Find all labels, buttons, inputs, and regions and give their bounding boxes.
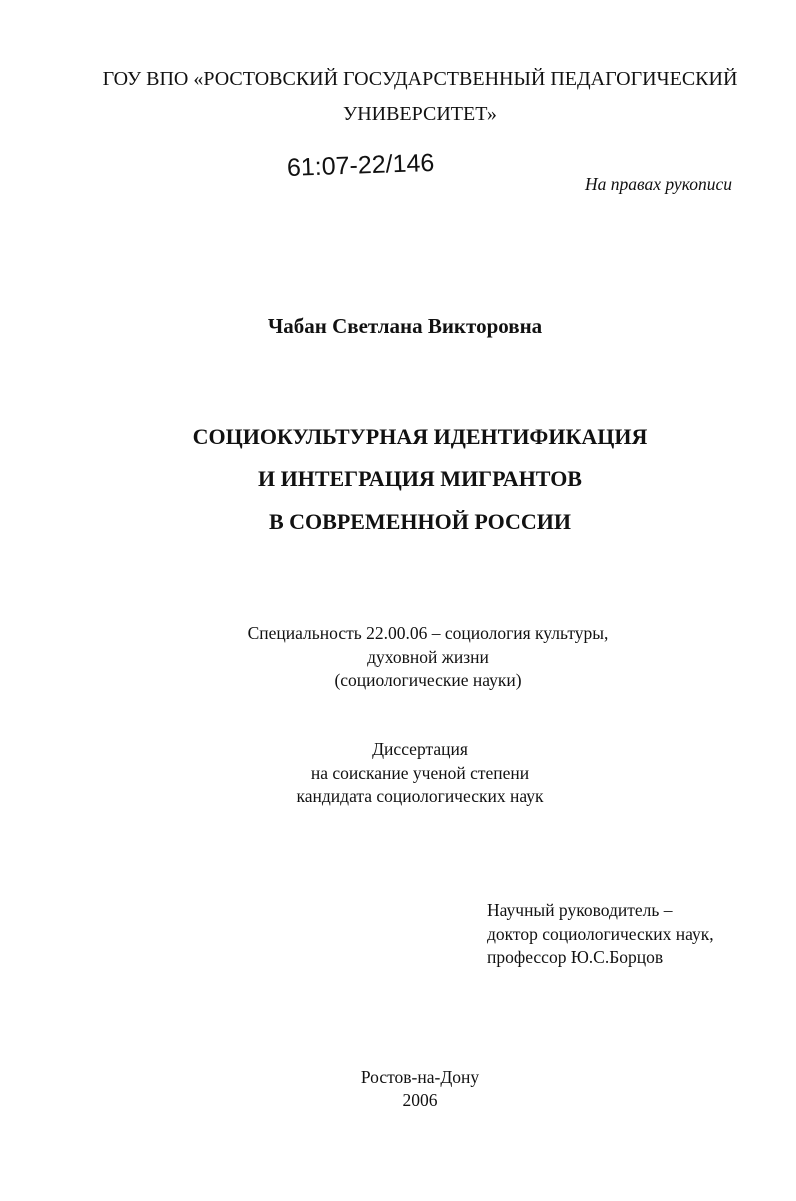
degree-line: на соискание ученой степени — [310, 762, 530, 783]
institution-line-2: УНИВЕРСИТЕТ» — [343, 103, 497, 125]
supervisor-line: профессор Ю.С.Борцов — [487, 947, 664, 967]
institution-line-1: ГОУ ВПО «РОСТОВСКИЙ ГОСУДАРСТВЕННЫЙ ПЕДАГОГИЧЕСКИЙ — [102, 68, 738, 90]
degree-line: кандидата социологических наук — [296, 786, 544, 806]
author-name: Чабан Светлана Викторовна — [267, 314, 543, 338]
title-line-2: И ИНТЕГРАЦИЯ МИГРАНТОВ — [258, 466, 582, 491]
degree — [0, 738, 796, 809]
library-stamp: 61:07-22/146 — [286, 148, 435, 182]
title-line-1: СОЦИОКУЛЬТУРНАЯ ИДЕНТИФИКАЦИЯ — [192, 424, 648, 449]
degree-line: Диссертация — [372, 739, 468, 759]
year: 2006 — [402, 1090, 438, 1110]
supervisor-line: доктор социологических наук, — [487, 923, 714, 944]
specialty-line: (социологические науки) — [334, 670, 522, 690]
specialty — [0, 622, 796, 693]
specialty-line: Специальность 22.00.06 – социология культуры, — [247, 623, 609, 643]
title-line-3: В СОВРЕМЕННОЙ РОССИИ — [268, 509, 572, 534]
specialty-line: духовной жизни — [367, 646, 489, 667]
supervisor-line: Научный руководитель – — [487, 900, 673, 920]
city: Ростов-на-Дону — [360, 1067, 480, 1087]
supervisor — [487, 899, 714, 970]
rights-note: На правах рукописи — [585, 174, 732, 194]
